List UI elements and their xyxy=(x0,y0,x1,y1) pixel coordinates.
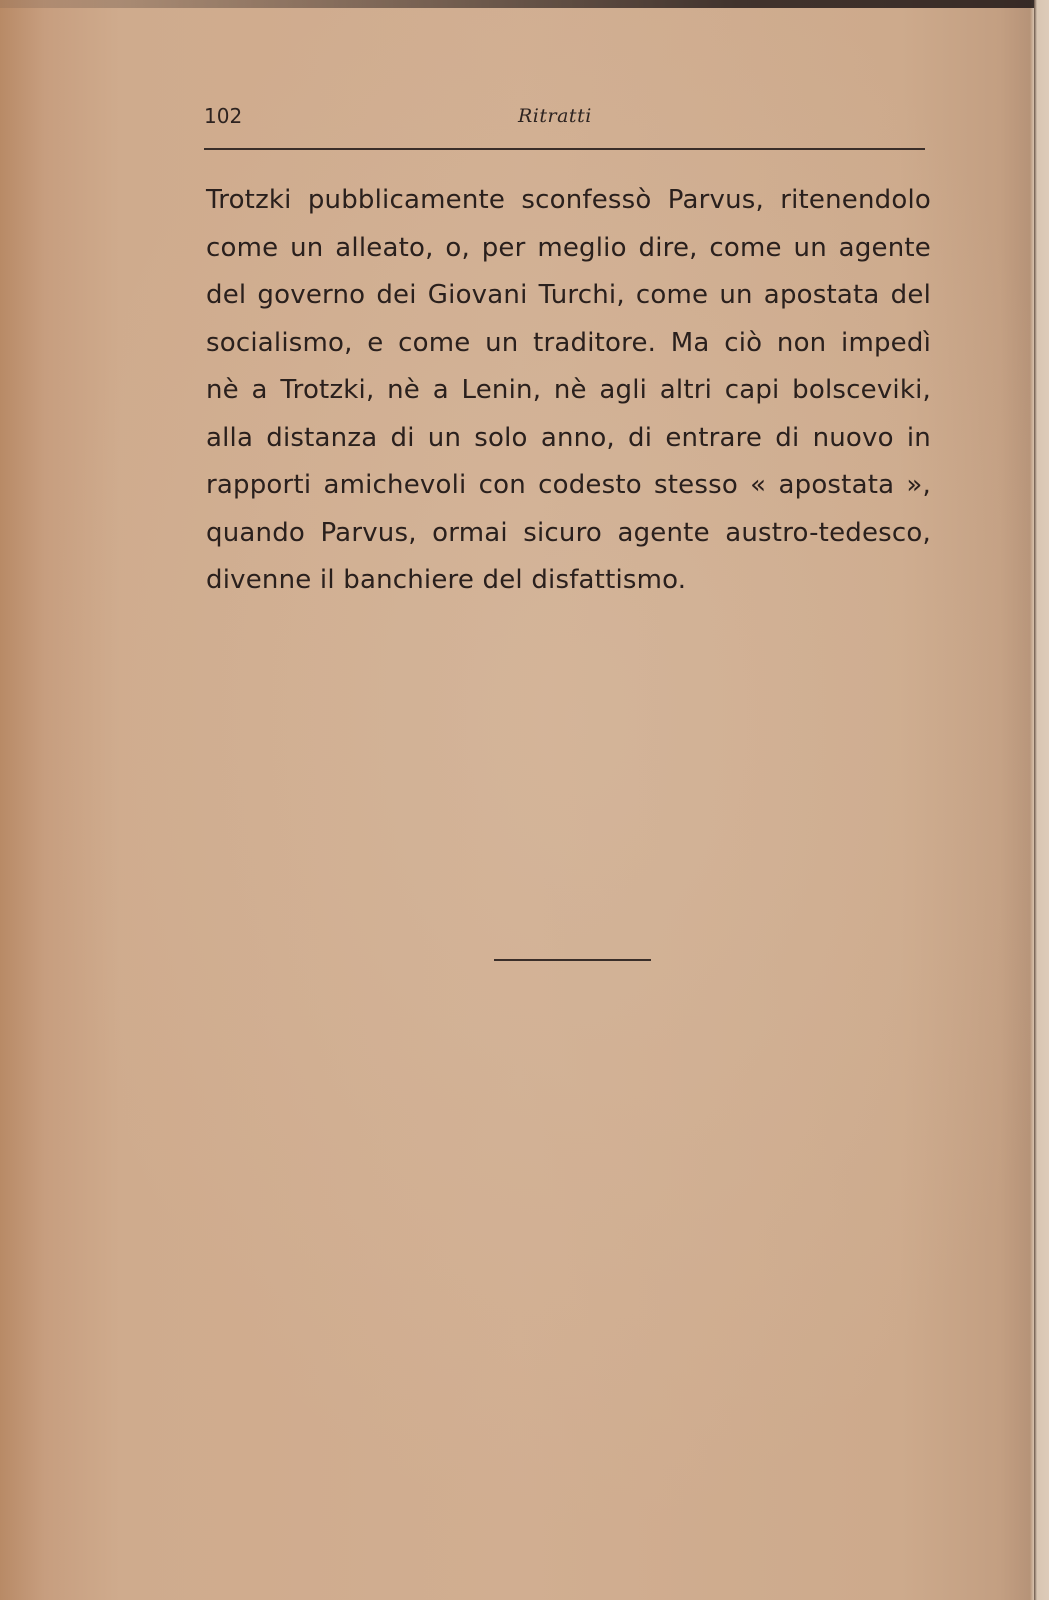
page-top-edge xyxy=(0,0,1049,8)
text-line-last: divenne il banchiere del disfattismo. xyxy=(206,565,687,595)
text-line: quando Parvus, ormai sicuro agente austro-tedesco, xyxy=(206,517,931,548)
end-rule xyxy=(494,959,651,961)
running-title: Ritratti xyxy=(518,105,592,127)
page-number: 102 xyxy=(204,104,243,128)
text-line: nè a Trotzki, nè a Lenin, nè agli altri capi bolsceviki, xyxy=(206,375,931,405)
text-line: del governo dei Giovani Turchi, come un apostata del xyxy=(206,280,931,310)
page-right-edge xyxy=(1034,0,1049,1600)
text-line: Trotzki pubblicamente sconfessò Parvus, ritenendolo xyxy=(206,185,931,215)
text-line: alla distanza di un solo anno, di entrare di nuovo in xyxy=(206,422,931,453)
text-line: rapporti amichevoli con codesto stesso « apostata », xyxy=(206,470,931,500)
running-head xyxy=(204,104,924,134)
body-paragraph xyxy=(206,177,931,605)
text-line: socialismo, e come un traditore. Ma ciò non impedì xyxy=(206,327,931,358)
header-rule xyxy=(204,148,925,150)
text-line: come un alleato, o, per meglio dire, come un agente xyxy=(206,232,931,263)
